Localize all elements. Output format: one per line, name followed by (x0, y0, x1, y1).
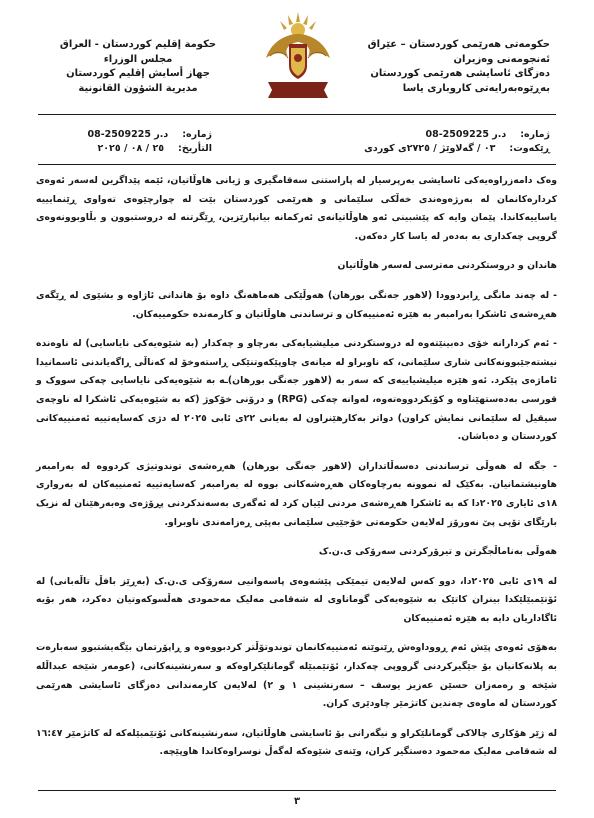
header-arabic-line-3: جهاز أسايش إقليم كوردستان (66, 68, 210, 79)
reference-number-label: ژمارە: (520, 129, 550, 140)
header-arabic-line-2: مجلس الوزراء (103, 53, 173, 65)
krg-emblem-icon (258, 10, 338, 102)
section-heading-incitement: هاندان و دروستکردنی مەترسی لەسەر هاوڵاتیان (337, 260, 557, 272)
paragraph-intimidation: - جگە لە هەوڵی ترساندنی دەسەڵاتداران (لاهور جەنگی بورهان) هەڕەشەی توندوتیژی کردووە لە بەرامبەر هاونیشتمانیان. بەکێک لە نموونە بەرچاوەکان هەڕەشەکانی بووە لە بەرامبەر کەسایەتییە ئەمنییەکان لە بەرواری ١٨ی ئایاری ٢٠٢٥دا کە بە ئاشکرا هەڕەشەی مردنی لێیان کرد لە ئەگەری بەسەندکردنی پڕۆژەی وەبەرهێنان لە نزیک بارێگای تۆپی پێ نەورۆز لەلایەن حکومەتی خۆجێیی سلێمانی بەپێی ڕەزامەندی ناوبراو. (36, 460, 557, 528)
paragraph-threats: - لە چەند مانگی ڕابردوودا (لاهور جەنگی بورهان) هەوڵێکی هەماهەنگ داوە بۆ هاندانی ئاژاوە و بشێوی لە ڕێگەی هەڕەشەی ئاشکرا بەرامبەر بە هێزە ئەمنییەکان و ترساندنی هاوڵاتیان و کارمەندە حکومییەکان. (36, 289, 557, 320)
header-kurdish-line-2: ئەنجومەنی وەزیران (453, 53, 550, 65)
reference-number-value-ar: د.ر 2509225-08 (87, 129, 169, 140)
header-kurdish-line-1: حكومەتی هەرێمی كوردستان – عێراق (367, 39, 550, 50)
reference-number-label-ar: ژمارە: (182, 129, 212, 140)
header-arabic (38, 38, 238, 96)
document-body (36, 172, 557, 773)
header-kurdish (330, 38, 550, 96)
reference-date-value: ٠٣ / گەلاوێژ / ٢٧٢٥ی کوردی (364, 143, 496, 154)
reference-date-label-ar: التأريخ: (178, 143, 212, 154)
reference-number-value: د.ر 2509225-08 (425, 129, 507, 140)
paragraph-surveillance: لە ١٩ی ئابی ٢٠٢٥دا، دوو کەس لەلایەن تیمێکی پێشەوەی پاسەوانیی سەرۆکی ی.ن.ک (بەڕێز بافڵ تاڵەبانی) لە ئۆتێمبێلێکدا بینران کاتێک بە شێوەیەکی گوماناوی لە شەقامی مەلیک مەحمودی هەڵسوکەوتیان دەکرد، هەر بۆیە ئاگاداریان دایە بە هێزە ئەمنییەکان (36, 575, 557, 624)
paragraph-militia: - ئەم کردارانە خۆی دەبینێتەوە لە دروستکردنی میلیشیایەکی بەرچاو و چەکدار (بە شێوەیەکی نایاسایی) لە ناوەندە نیشتەجێبوونەکانی شاری سلێمانی، کە ناوبراو لە میانەی چاوپێکەوتنێکی ڕاستەوخۆ لە کەناڵی ڕاگەیاندنی ئاسمانیدا ئاماژەی پێکرد. ئەو هێزە میلیشیاییەی کە سەر بە (لاهور جەنگی بورهان)ـە بە شێوەیەکی نایاسایی چەکی سووک و قورسی بەدەستهێناوە و کۆیکردووەتەوە، لەوانە چەکی (RPG) و درۆنی خۆکوژ (کە بە شێوەیەکی ئاشکرا لە ناوچەی سیقیل لە سلێمانی نمایش کراون) دواتر بەکارهێنراون لە بەیانی ٢٢ی ئابی ٢٠٢٥ لە دژی کەسایەتییە ئەمنییەکانی کوردستان و دەباشان. (36, 338, 558, 443)
paragraph-intro: وەک دامەزراوەیەکی ئاسایشی بەرپرسیار لە پاراستنی سەقامگیری و ژیانی هاوڵاتیان، ئێمە پێداگرین لەسەر ئەوەی کردارەکانمان لە بەرژەوەندی خەڵکی سلێمانی و هەرێمی کوردستان بێت لە چوارچێوەی تەواوی ڕێنمایییە یاساییەکاندا. پێمان وایە کە پێشبینی ئەو هاوڵاتیانەی ئەرکمانە بیانپارێزین، ڕێگرتنە لە دروستبوون و بڵاوبوونەوەی گروپی چەکداری بە بەدەر لە یاسا کار دەکەن. (36, 175, 557, 242)
paragraph-monitoring: بەهۆی ئەوەی پێش ئەم ڕووداوەش ڕێنوێنە ئەمنییەکانمان توندوتۆڵتر کردبووەوە و ڕاپۆرتمان بێگەیشتبوو سەبارەت بە پلانەکانیان بۆ جێگیرکردنی گرووپی چەکدار، ئۆتێمبێلە گومانلێکراوەکە و سەرنشینەکانی، (عومەر شێخە عبداڵلە شێخە و رەمەزان حسێن عەزیز یوسف – سەرنشینی ١ و ٢) لەلایەن کارمەندانی دەزگای ئاسایشی هەرێمی کوردستان لە ماوەی چەندین کاتژمێر چاودێری کران. (36, 642, 557, 710)
header-kurdish-line-3: دەزگای ئاسایشی هەرێمی کوردستان (370, 68, 550, 79)
reference-date-value-ar: ٢٥ / ٠٨ / ٢٠٢٥ (97, 143, 165, 154)
header-kurdish-line-4: بەڕێوەبەرایەتی کاروباری یاسا (402, 82, 550, 94)
header-arabic-line-1: حكومة إقليم كوردستان - العراق (59, 39, 217, 50)
reference-divider (38, 164, 556, 165)
reference-block-arabic (52, 128, 212, 156)
reference-block-kurdish (320, 128, 550, 156)
page-number: ٣ (293, 796, 301, 807)
reference-date-label: ڕێکەوت: (509, 143, 550, 154)
header-divider (38, 114, 556, 115)
footer-divider (38, 790, 556, 791)
paragraph-arrest: لە ژێر هۆکاری چالاکی گومانلێکراو و نیگەرانی بۆ ئاسایشی هاوڵاتیان، سەرنشینەکانی ئۆتێمبێلەکە لە کاتژمێر ١٦:٤٧ لە شەقامی مەلیک مەحمود دەستگیر کران، وێنەی شێوەکە لەگەڵ نوسراوەکاندا هاوپێچە. (36, 727, 557, 758)
header-arabic-line-4: مديرية الشؤون القانونية (78, 82, 198, 94)
section-heading-assassination: هەوڵی بەناماڵجگرتن و تیرۆرکردنی سەرۆکی ی.ن.ک (318, 546, 557, 558)
